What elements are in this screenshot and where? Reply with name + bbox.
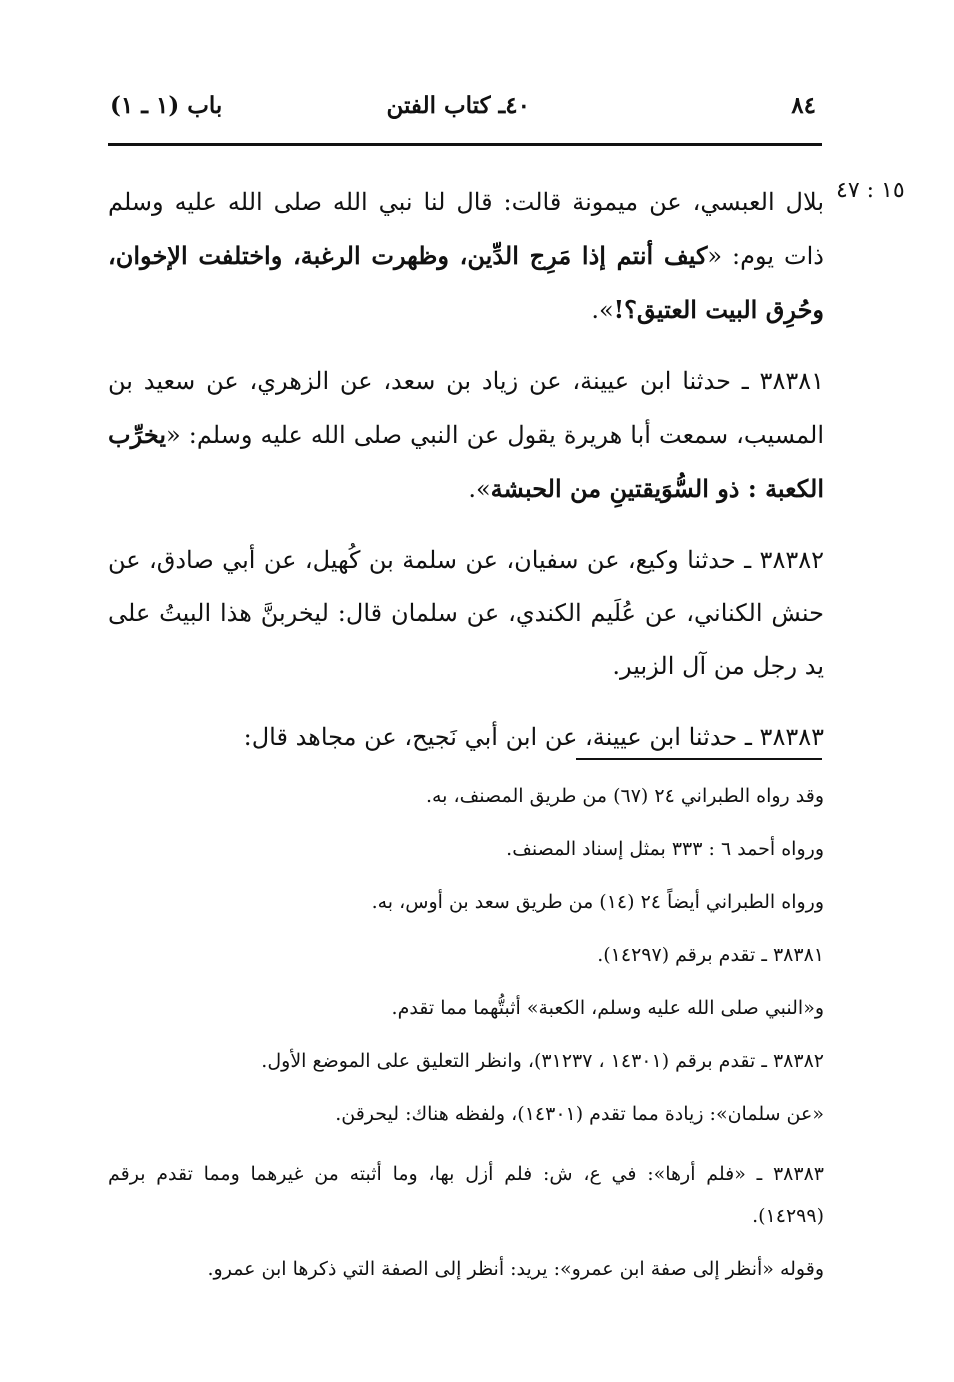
footnote: «عن سلمان»: زيادة مما تقدم (١٤٣٠١)، ولفظه هناك: ليحرقن. (335, 1103, 824, 1125)
footnote-divider (576, 758, 822, 760)
paragraph-hadith-38381 (108, 355, 824, 516)
paragraph-text: ٣٨٣٨١ ـ حدثنا ابن عيينة، عن زياد بن سعد، عن الزهري، عن سعيد بن المسيب، سمعت أبا هريرة يقول عن النبي صلى الله عليه وسلم: « (108, 367, 824, 449)
book-title: ٤٠ـ كتاب الفتن (386, 92, 530, 119)
hadith-quote: يخرِّب الكعبة : ذو السُّوَيقتينِ من الحبشة (108, 420, 824, 503)
footnote: ٣٨٣٨٢ ـ تقدم برقم (١٤٣٠١ ، ٣١٢٣٧)، وانظر التعليق على الموضع الأول. (261, 1050, 824, 1072)
hadith-quote: كيف أنتم إذا مَرِج الدِّين، وظهرت الرغبة، واختلفت الإخوان، وحُرِق البيت العتيق؟! (108, 241, 824, 324)
footnote: ٣٨٣٨١ ـ تقدم برقم (١٤٢٩٧). (597, 944, 824, 966)
footnote: ورواه الطبراني أيضاً ٢٤ (١٤) من طريق سعد بن أوس، به. (371, 891, 824, 913)
chapter-label: باب (١ ـ ١) (110, 92, 223, 119)
quote-close: ». (468, 475, 491, 503)
page-number: ٨٤ (791, 92, 816, 119)
paragraph-hadith-38383: ٣٨٣٨٣ ـ حدثنا ابن عيينة، عن ابن أبي نَجيح، عن مجاهد قال: (243, 723, 824, 751)
margin-reference: ١٥ : ٤٧ (836, 178, 905, 203)
footnotes (108, 782, 824, 1308)
paragraph-hadith-38382: ٣٨٣٨٢ ـ حدثنا وكيع، عن سفيان، عن سلمة بن كُهيل، عن أبي صادق، عن حنش الكناني، عن عُلَيم الكندي، عن سلمان قال: ليخربنَّ هذا البيتُ على يد رجل من آل الزبير. (108, 546, 824, 680)
footnote: ٣٨٣٨٣ ـ «فلم أرها»: في ع، ش: فلم أزل بها، وما أثبته من غيرهما ومما تقدم برقم (١٤٢٩٩). (108, 1163, 824, 1227)
footnote: وقد رواه الطبراني ٢٤ (٦٧) من طريق المصنف، به. (425, 785, 824, 807)
paragraph-hadith-continuation (108, 176, 824, 337)
main-text (108, 176, 824, 764)
footnote: و«النبي صلى الله عليه وسلم، الكعبة» أثبتُّهما مما تقدم. (391, 997, 824, 1019)
footnote: وقوله «أنظر إلى صفة ابن عمرو»: يريد: أنظر إلى الصفة التي ذكرها ابن عمرو. (207, 1258, 824, 1280)
footnote: ورواه أحمد ٦ : ٣٣٣ بمثل إسناد المصنف. (506, 838, 824, 860)
running-header (108, 92, 820, 132)
quote-close: ». (591, 296, 614, 324)
paragraph-text: بلال العبسي، عن ميمونة قالت: قال لنا نبي الله صلى الله عليه وسلم ذات يوم: « (108, 188, 824, 270)
header-divider (108, 143, 822, 146)
